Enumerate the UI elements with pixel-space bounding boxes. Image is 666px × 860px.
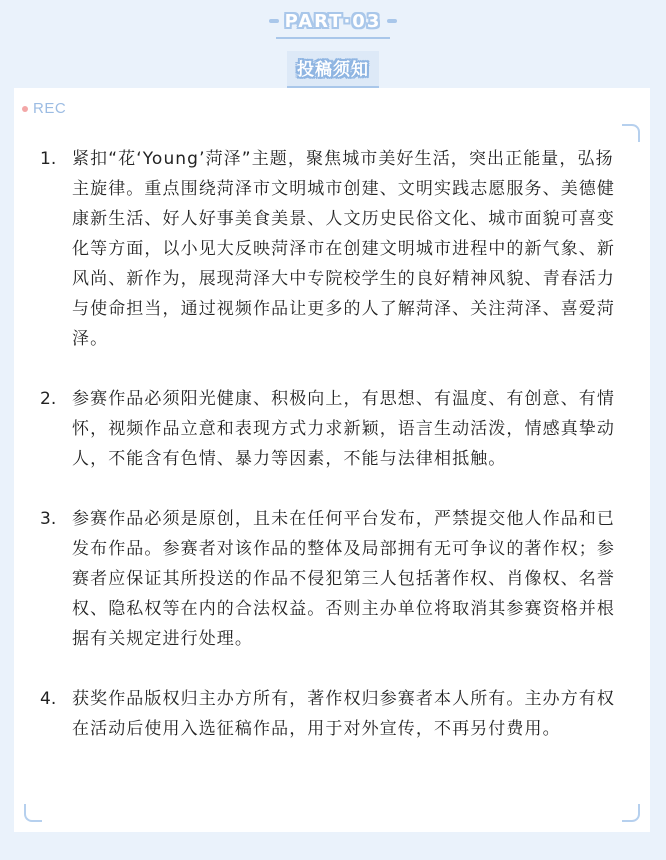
right-dash-decoration <box>387 19 397 23</box>
content-card <box>14 88 650 832</box>
rec-label: REC <box>33 100 67 117</box>
item-number: 2. <box>40 389 57 409</box>
guideline-item <box>40 144 624 354</box>
part-badge <box>269 8 398 34</box>
item-text: 参赛作品必须阳光健康、积极向上，有思想、有温度、有创意、有情怀，视频作品立意和表现方式力求新颖，语言生动活泼，情感真挚动人，不能含有色情、暴力等因素，不能与法律相抵触。 <box>72 389 615 469</box>
rec-dot-icon <box>22 106 28 112</box>
part-underline <box>276 37 390 39</box>
guideline-item <box>40 504 624 654</box>
part-label: PART·03 <box>284 10 382 32</box>
guideline-list <box>40 144 624 774</box>
item-number: 4. <box>40 689 57 709</box>
rec-indicator <box>22 100 66 117</box>
guideline-item <box>40 384 624 474</box>
item-text: 获奖作品版权归主办方所有，著作权归参赛者本人所有。主办方有权在活动后使用入选征稿作品，用于对外宣传，不再另付费用。 <box>72 689 615 739</box>
corner-bracket-bottom-right <box>622 804 640 822</box>
corner-bracket-top-right <box>622 124 640 142</box>
guideline-item <box>40 684 624 744</box>
section-header <box>0 8 666 88</box>
item-text: 紧扣“花‘Young’菏泽”主题，聚焦城市美好生活，突出正能量，弘扬主旋律。重点围绕菏泽市文明城市创建、文明实践志愿服务、美德健康新生活、好人好事美食美景、人文历史民俗文化、城市面貌可喜变化等方面，以小见大反映菏泽市在创建文明城市进程中的新气象、新风尚、新作为，展现菏泽大中专院校学生的良好精神风貌、青春活力与使命担当，通过视频作品让更多的人了解菏泽、关注菏泽、喜爱菏泽。 <box>72 149 615 349</box>
item-number: 1. <box>40 149 57 169</box>
item-number: 3. <box>40 509 57 529</box>
section-title-box <box>287 51 379 88</box>
item-text: 参赛作品必须是原创，且未在任何平台发布，严禁提交他人作品和已发布作品。参赛者对该作品的整体及局部拥有无可争议的著作权；参赛者应保证其所投送的作品不侵犯第三人包括著作权、肖像权、名誉权、隐私权等在内的合法权益。否则主办单位将取消其参赛资格并根据有关规定进行处理。 <box>72 509 615 649</box>
left-dash-decoration <box>269 19 279 23</box>
corner-bracket-bottom-left <box>24 804 42 822</box>
section-title: 投稿须知 <box>297 60 369 80</box>
